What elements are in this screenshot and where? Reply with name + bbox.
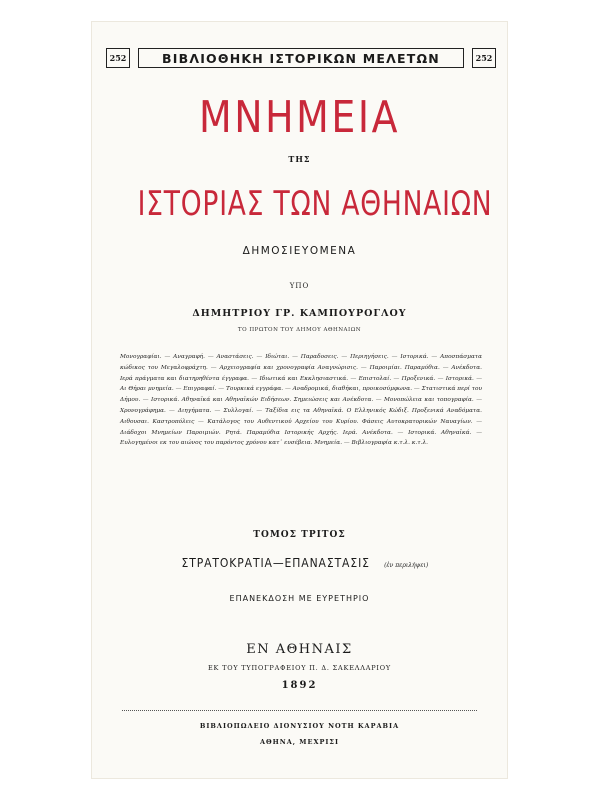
author-name: ΔΗΜΗΤΡΙΟΥ ΓΡ. ΚΑΜΠΟΥΡΟΓΛΟΥ — [192, 308, 407, 319]
reprint-note: ΕΠΑΝΕΚΔΟΣΗ ΜΕ ΕΥΡΕΤΗΡΙΟ — [229, 594, 370, 603]
series-number-right: 252 — [472, 48, 496, 68]
book-title: ΜΝΗΜΕΙΑ — [198, 92, 401, 143]
author-role: ΤΟ ΠΡΩΤΟΝ ΤΟΥ ΔΗΜΟΥ ΑΘΗΝΑΙΩΝ — [237, 327, 362, 333]
publisher-city: ΑΘΗΝΑ, ΜΕΧΡΙΣΙ — [259, 738, 340, 746]
divider — [122, 710, 477, 711]
book-title-page — [92, 22, 507, 778]
imprint-printer: ΕΚ ΤΟΥ ΤΥΠΟΓΡΑΦΕΙΟΥ Π. Δ. ΣΑΚΕΛΛΑΡΙΟΥ — [208, 664, 391, 672]
published-label: ΔΗΜΟΣΙΕΥΟΜΕΝΑ — [242, 245, 357, 257]
author-prefix: ΥΠΟ — [289, 282, 310, 290]
series-title: ΒΙΒΛΙΟΘΗΚΗ ΙΣΤΟΡΙΚΩΝ ΜΕΛΕΤΩΝ — [138, 48, 464, 68]
volume-label: ΤΟΜΟΣ ΤΡΙΤΟΣ — [253, 530, 346, 540]
imprint-place: ΕΝ ΑΘΗΝΑΙΣ — [246, 642, 353, 657]
publisher-name: ΒΙΒΛΙΟΠΩΛΕΙΟ ΔΙΟΝΥΣΙΟΥ ΝΟΤΗ ΚΑΡΑΒΙΑ — [199, 722, 400, 730]
book-subtitle: ΙΣΤΟΡΙΑΣ ΤΩΝ ΑΘΗΝΑΙΩΝ — [137, 184, 493, 224]
title-article: ΤΗΣ — [288, 154, 311, 164]
volume-title-row — [92, 552, 507, 571]
volume-title: ΣΤΡΑΤΟΚΡΑΤΙΑ—ΕΠΑΝΑΣΤΑΣΙΣ — [181, 556, 370, 570]
imprint-year: 1892 — [281, 680, 318, 691]
series-header — [106, 44, 496, 72]
series-number-left: 252 — [106, 48, 130, 68]
contents-summary: Μονογραφίαι. — Αναγραφή. — Αναστάσεις. — Ιδιώται. — Παραδοσεις. — Περιηγήσεις. — Ιστορικά. — Αποσπάσματα κώδικος του Μεγαλοφράχτη. — Αρχειογραφία και χρονογραφία Αναγνώρισις. — Παροιμίαι. Παραμύθια. — Ανέκδοτα. Ιερά πράγματα και διατηρηθέντα έγγραφα. — Ιδιωτικά και Εκκλησιαστικά. — Επιστολαί. — Προξενικά. — Ιστορικά. — Αι Θήραι μνημεία. — Επιγραφαί. — Τουρκικά εγγράφα. — Αναδρομικά, διαθήκαι, προικοσύμφωνα. — Στατιστικά περί του Δήμου. — Ιστορικά. Αθηναϊκά και Αθηναϊκών Ειδήσεων. Σημειώσεις και Ανέκδοτα. — Μονοπώλεια και τοπογραφία. — Χρονογράφημα. — Διηγήματα. — Συλλογαί. — Ταξίδια εις τα Αθηναϊκά. Ο Ελληνικός Κώδιξ. Προξενικά Αναδόματα. Αιθουσαι. Καστροπόλεις — Κατάλογος του Αυθεντικού Αρχείου του Κυρίου. Φάσεις Αυτοκρατορικών Ναυαγίων. — Διάδοχοι Μνημείων Παροιμιών. Ρητά. Παραμύθια Ιστορικής Αρχής. Ιερά. Ανέκδοτα. — Ιστορικά. Αθηναϊκά. — Ευλογημένοι εκ του αιώνος του παρόντος χρόνου κατ᾽ ευσέβεια. Μνημεία. — Βιβλιογραφία κ.τ.λ. κ.τ.λ. — [120, 354, 482, 447]
volume-note: (ἐν περιλήψει) — [384, 562, 429, 569]
